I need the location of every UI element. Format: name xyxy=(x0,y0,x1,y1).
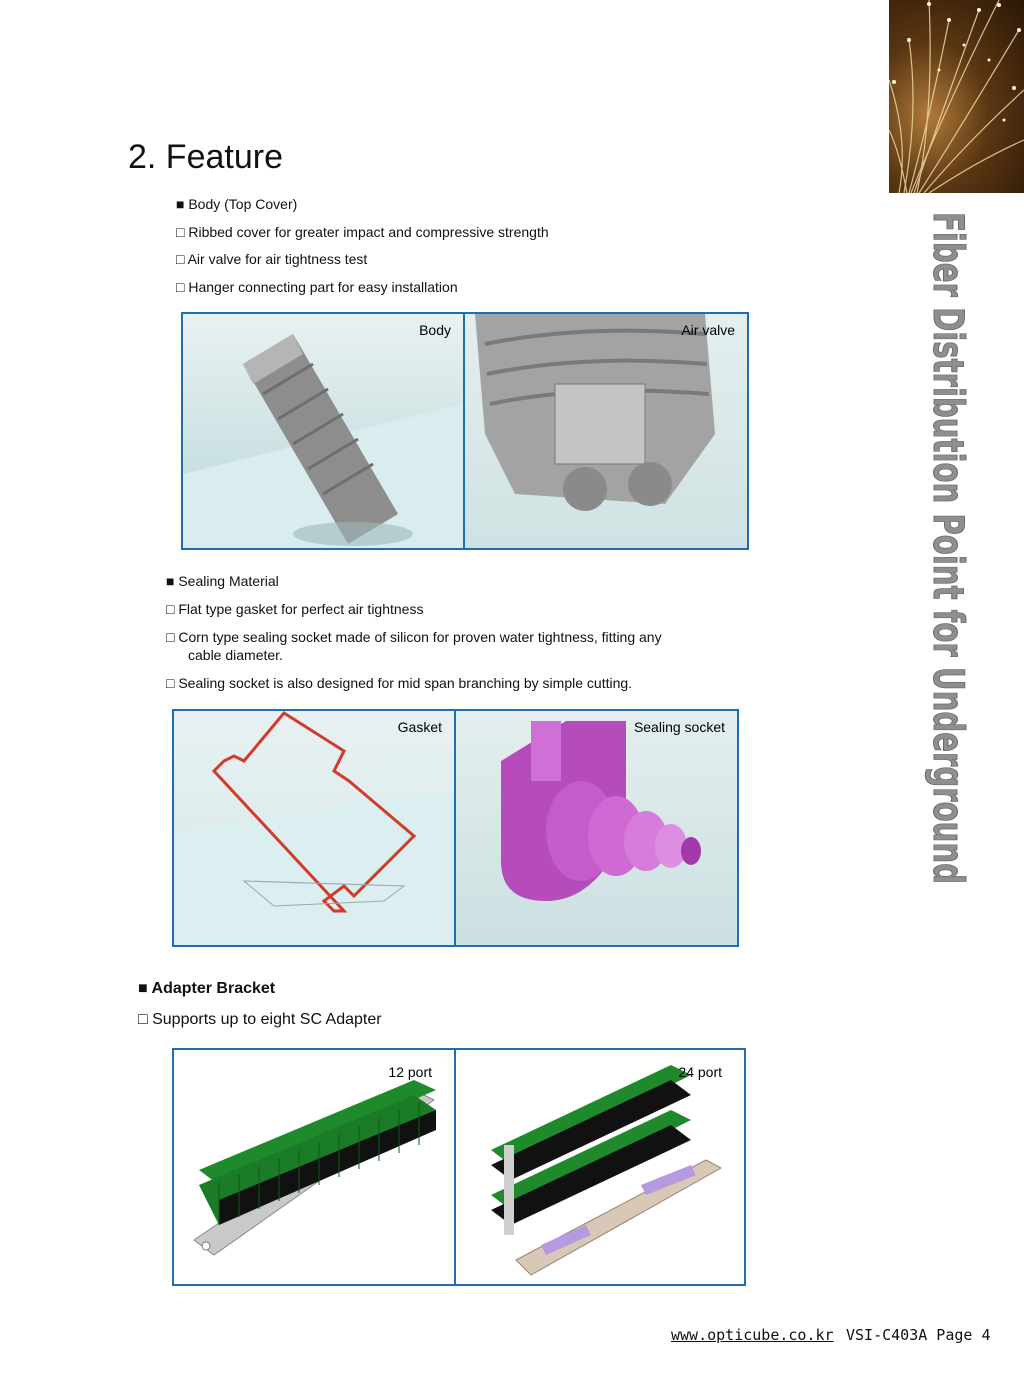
body-image-panel xyxy=(181,312,749,550)
sealing-socket-image-label: Sealing socket xyxy=(633,719,725,735)
sealing-item-2-continued: cable diameter. xyxy=(188,647,283,663)
gasket-image-label: Gasket xyxy=(397,719,442,735)
website-link[interactable]: www.opticube.co.kr xyxy=(671,1326,834,1344)
body-image xyxy=(183,314,463,548)
body-item-1: □ Ribbed cover for greater impact and compressive strength xyxy=(176,224,549,240)
air-valve-image-label: Air valve xyxy=(681,322,735,338)
body-item-2: □ Air valve for air tightness test xyxy=(176,251,368,267)
sealing-item-3: □ Sealing socket is also designed for mid span branching by simple cutting. xyxy=(166,675,633,691)
sealing-section-title: ■ Sealing Material xyxy=(166,573,279,589)
body-section-title: ■ Body (Top Cover) xyxy=(176,196,298,212)
sealing-socket-image xyxy=(456,711,737,945)
sealing-item-1: □ Flat type gasket for perfect air tightness xyxy=(166,601,424,617)
air-valve-image xyxy=(465,314,747,548)
gasket-image xyxy=(174,711,454,945)
24-port-image-label: 24 port xyxy=(678,1064,722,1080)
vertical-title xyxy=(920,212,980,892)
body-item-3: □ Hanger connecting part for easy installation xyxy=(176,279,458,295)
vertical-title-text: Fiber Distribution Point for Underground xyxy=(924,212,973,892)
12-port-image xyxy=(174,1050,454,1284)
sealing-image-panel xyxy=(172,709,739,947)
12-port-image-label: 12 port xyxy=(388,1064,432,1080)
page-heading: 2. Feature xyxy=(128,138,283,176)
page-number: VSI-C403A Page 4 xyxy=(846,1326,991,1344)
adapter-item-1: □ Supports up to eight SC Adapter xyxy=(138,1011,382,1028)
sealing-item-2: □ Corn type sealing socket made of silicon for proven water tightness, fitting any xyxy=(166,629,662,645)
24-port-image xyxy=(456,1050,744,1284)
adapter-image-panel xyxy=(172,1048,746,1286)
adapter-section-title: ■ Adapter Bracket xyxy=(138,980,276,997)
fiber-optic-photo xyxy=(889,0,1024,193)
body-image-label: Body xyxy=(419,322,451,338)
